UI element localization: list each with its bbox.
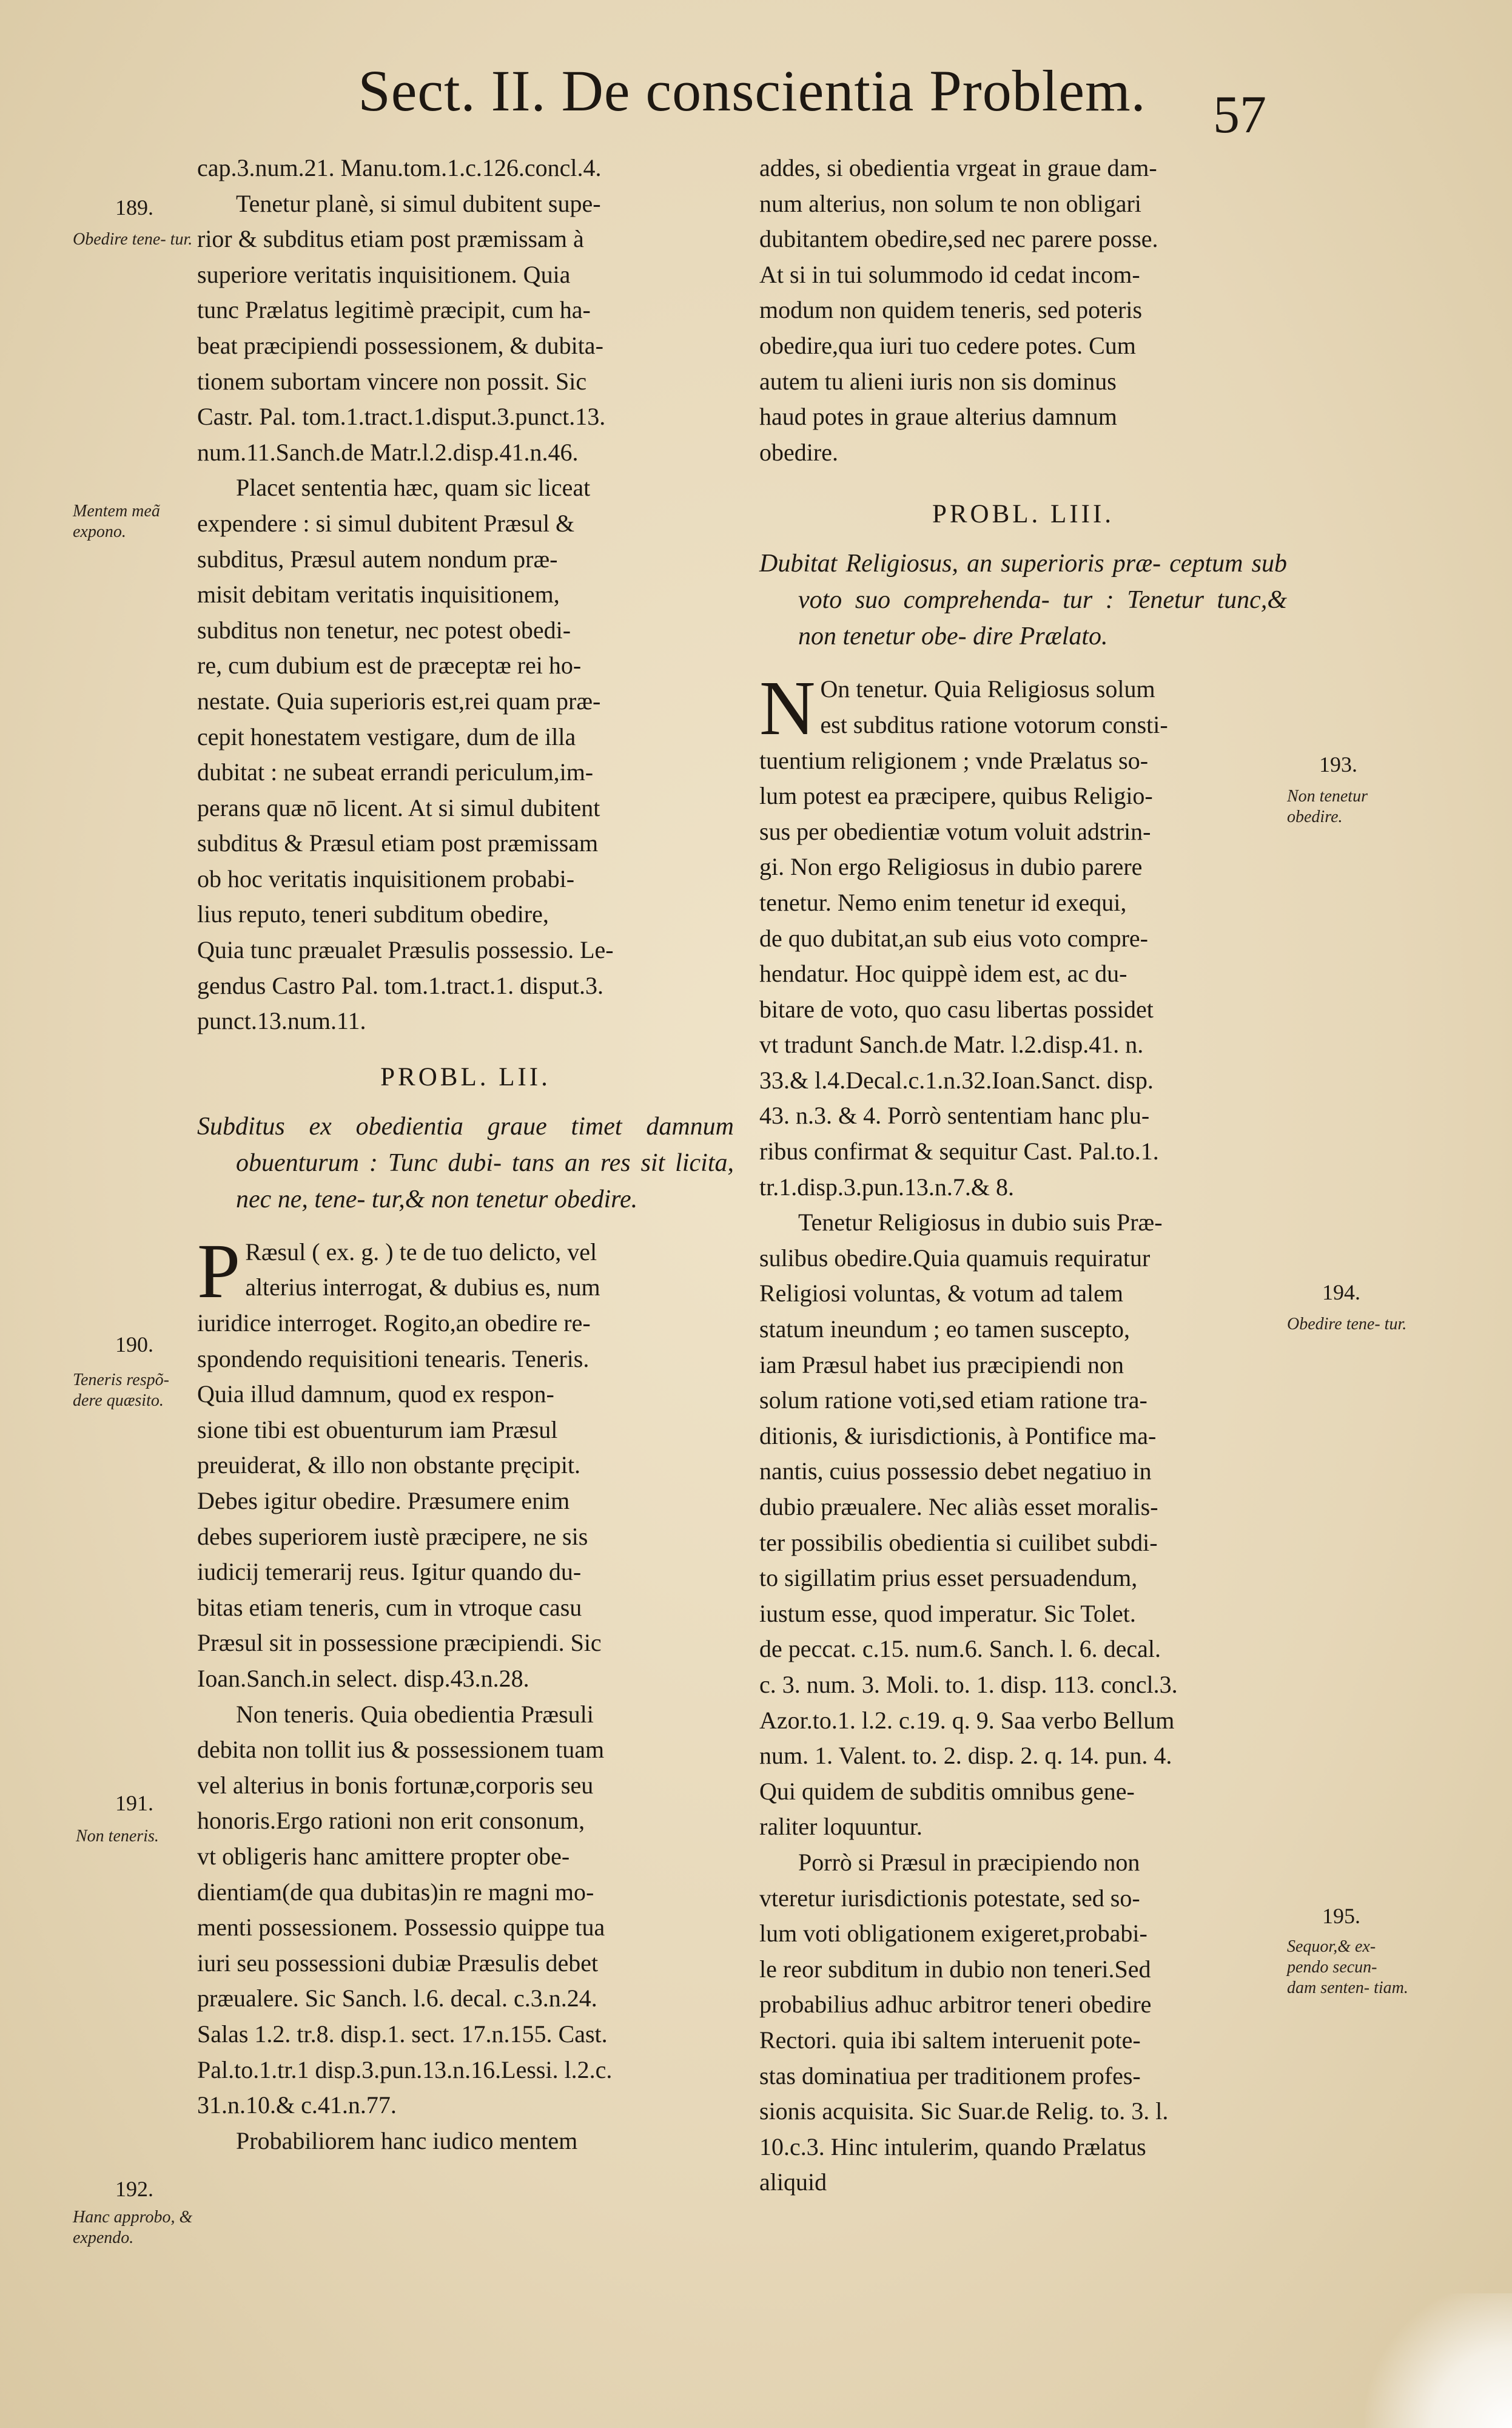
margin-note-mentem: Mentem meã expono.: [73, 502, 160, 541]
text-line: Pal.to.1.tr.1 disp.3.pun.13.n.16.Lessi. l.2.c.: [197, 2055, 613, 2083]
text-line: obedire,qua iuri tuo cedere potes. Cum: [759, 331, 1136, 359]
text-line: re, cum dubium est de præceptæ rei ho-: [197, 652, 582, 680]
text-line: modum non quidem teneris, sed poteris: [759, 296, 1143, 324]
margin-number-192: 192.: [115, 2177, 153, 2201]
text-line: alterius interrogat, & dubius es, num: [245, 1273, 600, 1301]
probl-heading-52: PROBL. LII.: [380, 1062, 551, 1091]
text-line: est subditus ratione votorum consti-: [820, 710, 1168, 738]
margin-note-193: Non tenetur obedire.: [1287, 787, 1368, 826]
text-line: to sigillatim prius esset persuadendum,: [759, 1564, 1138, 1592]
text-line: le reor subditum in dubio non teneri.Sed: [759, 1955, 1151, 1983]
text-line: misit debitam veritatis inquisitionem,: [197, 581, 560, 609]
text-line: Debes igitur obedire. Præsumere enim: [197, 1487, 570, 1514]
text-line: haud potes in graue alterius damnum: [759, 403, 1117, 431]
text-line: Quia illud damnum, quod ex respon-: [197, 1380, 554, 1408]
margin-number-189: 189.: [115, 195, 153, 220]
text-line: 10.c.3. Hinc intulerim, quando Prælatus: [759, 2133, 1146, 2160]
left-column: [197, 150, 734, 2159]
text-line: subditus & Præsul etiam post præmissam: [197, 829, 599, 857]
text-line: tunc Prælatus legitimè præcipit, cum ha-: [197, 296, 591, 324]
drop-cap-p: P: [197, 1227, 241, 1314]
text-line: Porrò si Præsul in præcipiendo non: [798, 1848, 1140, 1876]
text-line: solum ratione voti,sed etiam ratione tra-: [759, 1386, 1147, 1414]
text-line: 33.& l.4.Decal.c.1.n.32.Ioan.Sanct. disp.: [759, 1066, 1154, 1094]
page-corner-highlight: [1365, 2293, 1512, 2428]
text-line: obedire.: [759, 438, 838, 466]
text-line: subditus non tenetur, nec potest obedi-: [197, 616, 571, 644]
text-line: rior & subditus etiam post præmissam à: [197, 225, 584, 253]
text-line: aliquid: [759, 2168, 827, 2196]
text-line: gendus Castro Pal. tom.1.tract.1. disput.3.: [197, 971, 603, 999]
text-line: num alterius, non solum te non obligari: [759, 189, 1141, 217]
text-line: punct.13.num.11.: [197, 1007, 366, 1035]
text-line: sulibus obedire.Quia quamuis requiratur: [759, 1244, 1151, 1272]
margin-number-193: 193.: [1319, 752, 1357, 777]
text-line: vteretur iurisdictionis potestate, sed so-: [759, 1884, 1140, 1912]
right-column: [759, 150, 1287, 2200]
running-header-title: Sect. II. De conscientia Problem.: [358, 58, 1146, 123]
text-line: raliter loquuntur.: [759, 1813, 922, 1841]
text-line: dubio præualere. Nec aliàs esset moralis-: [759, 1493, 1158, 1520]
text-line: debes superiorem iustè præcipere, ne sis: [197, 1522, 588, 1550]
text-line: tionem subortam vincere non possit. Sic: [197, 367, 587, 395]
text-line: superiore veritatis inquisitionem. Quia: [197, 260, 571, 288]
margin-note-190: Teneris respõ- dere quæsito.: [73, 1371, 169, 1410]
text-line: perans quæ nō licent. At si simul dubitent: [197, 794, 600, 821]
margin-number-190: 190.: [115, 1332, 153, 1357]
text-line: iam Præsul habet ius præcipiendi non: [759, 1351, 1124, 1378]
text-line: hendatur. Hoc quippè idem est, ac du-: [759, 960, 1127, 988]
margin-number-191: 191.: [115, 1791, 153, 1815]
text-line: sionis acquisita. Sic Suar.de Relig. to. 3. l.: [759, 2097, 1169, 2125]
text-line: dientiam(de qua dubitas)in re magni mo-: [197, 1878, 594, 1906]
left-text-block-top: [197, 150, 734, 1039]
text-line: Tenetur planè, si simul dubitent supe-: [236, 189, 601, 217]
text-line: iuri seu possessioni dubiæ Præsulis debet: [197, 1949, 599, 1977]
drop-cap-n: N: [759, 665, 816, 752]
text-line: Ræsul ( ex. g. ) te de tuo delicto, vel: [245, 1238, 597, 1266]
text-line: iudicij temerarij reus. Igitur quando du-: [197, 1558, 582, 1586]
probl-53-subtitle: Dubitat Religiosus, an superioris præ- ceptum sub voto suo comprehenda- tur : Tenetur tunc,& non tenetur obe- dire Prælato.: [759, 550, 1287, 651]
text-line: Qui quidem de subditis omnibus gene-: [759, 1777, 1135, 1805]
text-line: Tenetur Religiosus in dubio suis Præ-: [798, 1209, 1163, 1236]
text-line: Non teneris. Quia obedientia Præsuli: [236, 1700, 594, 1728]
text-line: Quia tunc præualet Præsulis possessio. Le-: [197, 936, 614, 964]
text-line: expendere : si simul dubitent Præsul &: [197, 509, 575, 537]
text-line: statum ineundum ; eo tamen suscepto,: [759, 1315, 1130, 1343]
probl-heading-53: PROBL. LIII.: [932, 500, 1115, 529]
margin-note-192: Hanc approbo, & expendo.: [73, 2208, 193, 2247]
text-line: autem tu alieni iuris non sis dominus: [759, 367, 1117, 395]
text-line: beat præcipiendi possessionem, & dubita-: [197, 331, 603, 359]
text-line: stas dominatiua per traditionem profes-: [759, 2062, 1141, 2089]
text-line: Religiosi voluntas, & votum ad talem: [759, 1280, 1123, 1307]
text-line: c. 3. num. 3. Moli. to. 1. disp. 113. concl.3.: [759, 1670, 1178, 1698]
text-line: debita non tollit ius & possessionem tuam: [197, 1736, 605, 1764]
text-line: Rectori. quia ibi saltem interuenit pote-: [759, 2026, 1141, 2054]
text-line: 31.n.10.& c.41.n.77.: [197, 2091, 397, 2119]
text-line: Salas 1.2. tr.8. disp.1. sect. 17.n.155. Cast.: [197, 2020, 608, 2048]
margin-number-194: 194.: [1322, 1280, 1360, 1304]
text-line: On tenetur. Quia Religiosus solum: [820, 675, 1155, 703]
text-line: dubitantem obedire,sed nec parere posse.: [759, 225, 1158, 253]
text-line: Placet sententia hæc, quam sic liceat: [236, 474, 591, 502]
right-text-block-bottom: [759, 665, 1287, 2200]
text-line: spondendo requisitioni tenearis. Teneris.: [197, 1344, 590, 1372]
text-line: ditionis, & iurisdictionis, à Pontifice ma-: [759, 1421, 1157, 1449]
text-line: Ioan.Sanch.in select. disp.43.n.28.: [197, 1664, 529, 1692]
text-line: preuiderat, & illo non obstante pręcipit.: [197, 1451, 581, 1479]
text-line: tuentium religionem ; vnde Prælatus so-: [759, 746, 1149, 774]
text-line: Castr. Pal. tom.1.tract.1.disput.3.punct.13.: [197, 403, 606, 431]
text-line: Præsul sit in possessione præcipiendi. Sic: [197, 1629, 602, 1657]
text-line: sus per obedientiæ votum voluit adstrin-: [759, 817, 1151, 845]
margin-note-195: Sequor,& ex- pendo secun- dam senten- tiam.: [1287, 1937, 1408, 1997]
text-line: ob hoc veritatis inquisitionem probabi-: [197, 865, 575, 892]
right-text-block-top: [759, 150, 1287, 470]
text-line: menti possessionem. Possessio quippe tua: [197, 1914, 605, 1941]
text-line: probabilius adhuc arbitror teneri obedire: [759, 1991, 1152, 2018]
text-line: num. 1. Valent. to. 2. disp. 2. q. 14. pun. 4.: [759, 1742, 1172, 1770]
text-line: At si in tui solummodo id cedat incom-: [759, 260, 1140, 288]
margin-note-189: Obedire tene- tur.: [73, 230, 193, 249]
text-line: 43. n.3. & 4. Porrò sententiam hanc plu-: [759, 1102, 1150, 1130]
text-line: præualere. Sic Sanch. l.6. decal. c.3.n.24.: [197, 1985, 597, 2012]
text-line: nantis, cuius possessio debet negatiuo in: [759, 1457, 1152, 1485]
text-line: dubitat : ne subeat errandi periculum,im-: [197, 758, 594, 786]
text-line: ribus confirmat & sequitur Cast. Pal.to.1.: [759, 1138, 1159, 1165]
text-line: vt tradunt Sanch.de Matr. l.2.disp.41. n.: [759, 1031, 1144, 1059]
text-line: cap.3.num.21. Manu.tom.1.c.126.concl.4.: [197, 154, 602, 181]
margin-note-191: Non teneris.: [76, 1827, 159, 1846]
text-line: Azor.to.1. l.2. c.19. q. 9. Saa verbo Bellum: [759, 1706, 1175, 1734]
text-line: de quo dubitat,an sub eius voto compre-: [759, 924, 1148, 952]
page-number: 57: [1213, 86, 1266, 144]
text-line: lum voti obligationem exigeret,probabi-: [759, 1920, 1147, 1947]
text-line: gi. Non ergo Religiosus in dubio parere: [759, 853, 1143, 881]
left-text-block-bottom: [197, 1227, 734, 2159]
margin-note-194: Obedire tene- tur.: [1287, 1315, 1407, 1334]
text-line: subditus, Præsul autem nondum præ-: [197, 545, 558, 573]
text-line: lius reputo, teneri subditum obedire,: [197, 900, 549, 928]
text-line: tr.1.disp.3.pun.13.n.7.& 8.: [759, 1173, 1015, 1201]
text-line: ter possibilis obedientia si cuilibet subdi-: [759, 1528, 1158, 1556]
text-line: cepit honestatem vestigare, dum de illa: [197, 723, 576, 750]
text-line: num.11.Sanch.de Matr.l.2.disp.41.n.46.: [197, 438, 579, 466]
text-line: tenetur. Nemo enim tenetur id exequi,: [759, 888, 1127, 916]
text-line: addes, si obedientia vrgeat in graue dam-: [759, 154, 1157, 181]
text-line: iustum esse, quod imperatur. Sic Tolet.: [759, 1599, 1136, 1627]
text-line: bitare de voto, quo casu libertas possidet: [759, 995, 1154, 1023]
text-line: lum potest ea præcipere, quibus Religio-: [759, 782, 1153, 810]
text-line: honoris.Ergo rationi non erit consonum,: [197, 1807, 585, 1835]
text-line: Probabiliorem hanc iudico mentem: [236, 2126, 578, 2154]
margin-number-195: 195.: [1322, 1904, 1360, 1928]
text-line: vel alterius in bonis fortunæ,corporis seu: [197, 1771, 594, 1799]
text-line: de peccat. c.15. num.6. Sanch. l. 6. decal.: [759, 1635, 1161, 1663]
text-line: bitas etiam teneris, cum in vtroque casu: [197, 1593, 582, 1621]
text-line: iuridice interroget. Rogito,an obedire re-: [197, 1309, 591, 1337]
probl-52-subtitle: Subditus ex obedientia graue timet damnum obuenturum : Tunc dubi- tans an res sit licita, nec ne, tene- tur,& non tenetur obedire.: [197, 1112, 734, 1213]
text-line: nestate. Quia superioris est,rei quam præ-: [197, 687, 601, 715]
text-line: vt obligeris hanc amittere propter obe-: [197, 1842, 570, 1870]
text-line: sione tibi est obuenturum iam Præsul: [197, 1415, 558, 1443]
